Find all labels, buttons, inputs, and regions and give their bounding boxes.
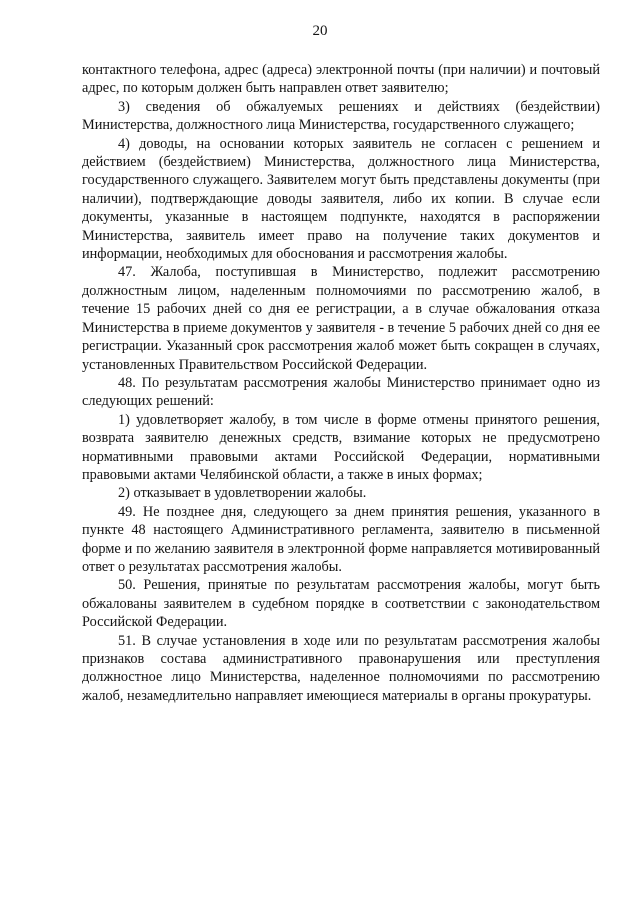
paragraph-48: 48. По результатам рассмотрения жалобы Министерство принимает одно из следующих решений: <box>82 374 600 410</box>
paragraph-51: 51. В случае установления в ходе или по результатам рассмотрения жалобы признаков состава административного правонарушения или преступления должностное лицо Министерства, наделенное полномочиями по рассмотрению жалоб, незамедлительно направляет имеющиеся материалы в органы прокуратуры. <box>82 632 600 704</box>
paragraph-48-item-1: 1) удовлетворяет жалобу, в том числе в форме отмены принятого решения, возврата заявителю денежных средств, взимание которых не предусмотрено нормативными правовыми актами Российской Федерации, нормативными правовыми актами Челябинской области, а также в иных формах; <box>82 411 600 483</box>
paragraph-49: 49. Не позднее дня, следующего за днем принятия решения, указанного в пункте 48 настоящего Административного регламента, заявителю в письменной форме и по желанию заявителя в электронной форме направляется мотивированный ответ о результатах рассмотрения жалобы. <box>82 503 600 575</box>
paragraph-item-3: 3) сведения об обжалуемых решениях и действиях (бездействии) Министерства, должностного лица Министерства, государственного служащего; <box>82 98 600 134</box>
document-body <box>82 61 600 705</box>
paragraph-50: 50. Решения, принятые по результатам рассмотрения жалобы, могут быть обжалованы заявителем в судебном порядке в соответствии с законодательством Российской Федерации. <box>82 577 600 631</box>
paragraph-48-item-2: 2) отказывает в удовлетворении жалобы. <box>118 485 367 502</box>
paragraph-continuation: контактного телефона, адрес (адреса) электронной почты (при наличии) и почтовый адрес, по которым должен быть направлен ответ заявителю; <box>82 62 600 97</box>
paragraph-47: 47. Жалоба, поступившая в Министерство, подлежит рассмотрению должностным лицом, наделенным полномочиями по рассмотрению жалоб, в течение 15 рабочих дней со дня ее регистрации, а в случае обжалования отказа Министерства в приеме документов у заявителя - в течение 5 рабочих дней со дня ее регистрации. Указанный срок рассмотрения жалоб может быть сокращен в случаях, установленных Правительством Российской Федерации. <box>82 264 601 373</box>
paragraph-item-4: 4) доводы, на основании которых заявитель не согласен с решением и действием (бездействием) Министерства, должностного лица Министерства, государственного служащего. Заявителем могут быть представлены документы (при наличии), подтверждающие доводы заявителя, либо их копии. В случае если документы, указанные в настоящем подпункте, находятся в распоряжении Министерства, заявитель имеет право на получение таких документов и информации, необходимых для обоснования и рассмотрения жалобы. <box>82 135 600 263</box>
page-number: 20 <box>312 23 328 39</box>
